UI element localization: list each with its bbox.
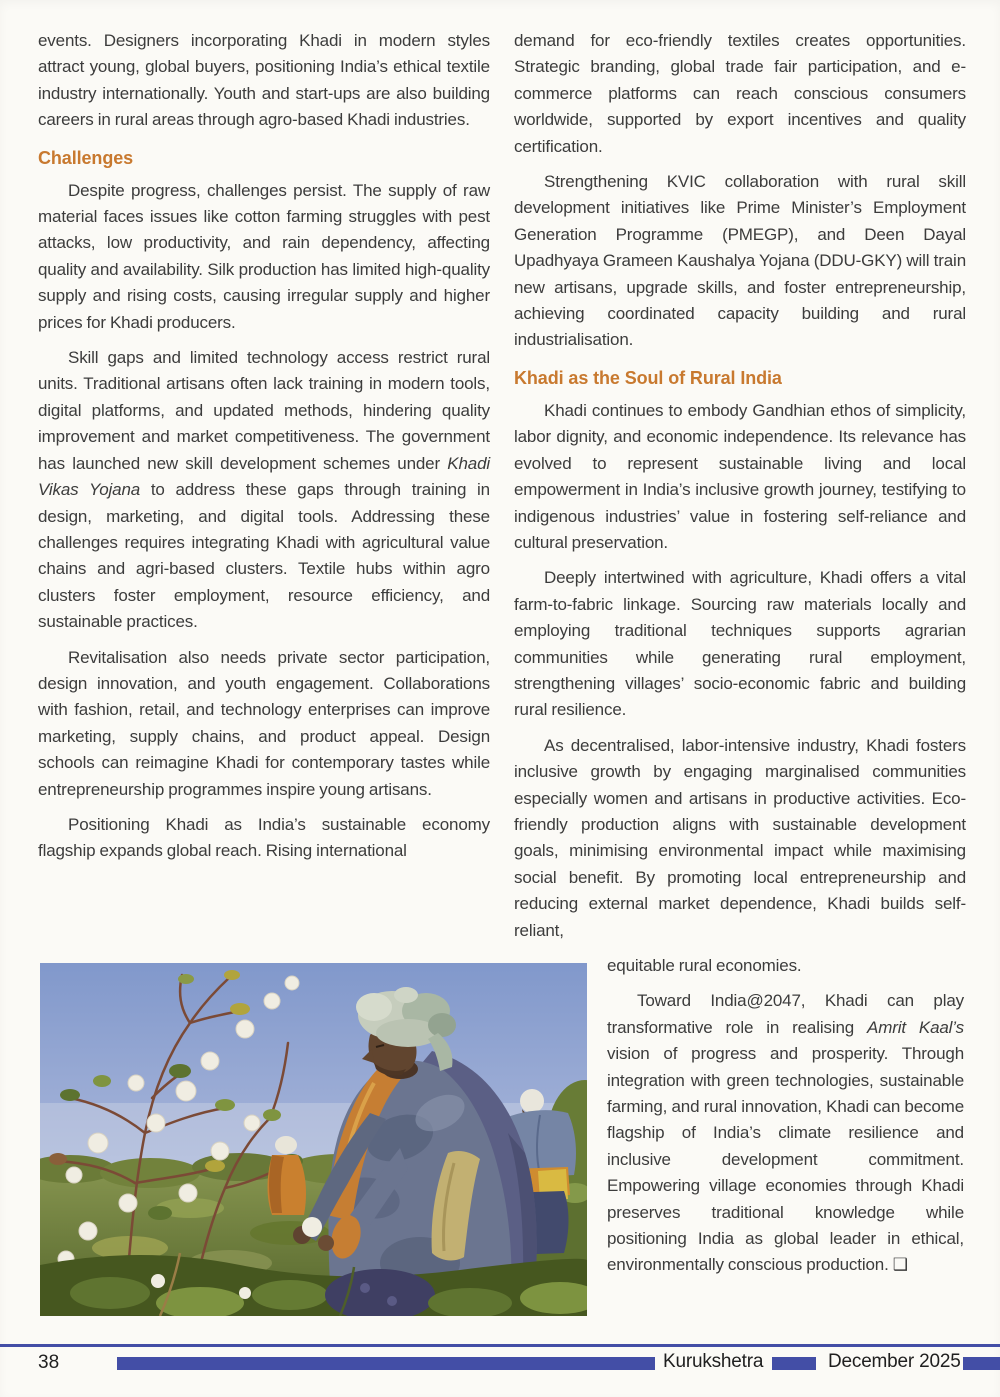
page-number: 38 [38, 1352, 60, 1373]
magazine-title: Kurukshetra [663, 1351, 764, 1372]
paragraph-skill-gaps: Skill gaps and limited technology access restrict rural units. Traditional artisans often lack training in modern tools, digital platforms, and updated methods, hindering quality improvement and market competitiveness. The government has launched new skill development schemes under Khadi Vikas Yojana to address these gaps through training in design, marketing, and digital tools. Addressing these challenges requires integrating Khadi with agricultural value chains and agri-based clusters. Textile hubs within agro clusters foster employment, resource efficiency, and sustainable practices. [38, 348, 490, 632]
cotton-field-photo [40, 963, 587, 1316]
paragraph-positioning: Positioning Khadi as India’s sustainable economy flagship expands global reach. Rising international [38, 814, 490, 861]
footer-rule [0, 1344, 1000, 1347]
paragraph-india-2047: Toward India@2047, Khadi can play transformative role in realising Amrit Kaal’s vision of progress and prosperity. Through integration with green technologies, sustainable farming, and rural innovation, Khadi can become flagship of India’s climate resilience and inclusive development commitment. Empowering village economies through Khadi preserves traditional knowledge while positioning India as global leader in ethical, environmentally conscious production. ❑ [607, 991, 964, 1275]
paragraph-decentralised-tail: equitable rural economies. [607, 956, 802, 975]
footer [0, 1350, 1000, 1380]
paragraph-demand: demand for eco-friendly textiles creates opportunities. Strategic branding, global trade fair participation, and e-commerce platforms can reach conscious consumers worldwide, supported by export incentives and quality certification. [514, 31, 966, 156]
paragraph-raw-material: Despite progress, challenges persist. The supply of raw material faces issues like cotton farming struggles with pest attacks, low productivity, and rain dependency, affecting quality and availability. Silk production has limited high-quality supply and rising costs, causing irregular supply and higher prices for Khadi producers. [38, 180, 490, 332]
paragraph-designers: events. Designers incorporating Khadi in modern styles attract young, global buyers, positioning India’s ethical textile industry internationally. Youth and start-ups are also building careers in rural areas through agro-based Khadi industries. [38, 31, 490, 130]
paragraph-gandhian-ethos: Khadi continues to embody Gandhian ethos of simplicity, labor dignity, and economic independence. Its relevance has evolved to represent sustainable living and local empowerment in India’s inclusive growth journey, testifying to indigenous industries’ value in fostering self-reliance and cultural preservation. [514, 400, 966, 552]
paragraph-revitalisation: Revitalisation also needs private sector participation, design innovation, and youth engagement. Collaborations with fashion, retail, and technology enterprises can improve marketing, supply chains, and product appeal. Design schools can reimagine Khadi for contemporary tastes while entrepreneurship programmes inspire young artisans. [38, 647, 490, 799]
footer-bar-middle [772, 1357, 816, 1370]
footer-bar-left [117, 1357, 655, 1370]
paragraph-farm-to-fabric: Deeply intertwined with agriculture, Khadi offers a vital farm-to-fabric linkage. Sourcing raw materials locally and employing traditional techniques supports agrarian communities while generating rural employment, strengthening villages’ socio-economic fabric and building rural resilience. [514, 568, 966, 720]
section-heading-challenges: Challenges [38, 147, 134, 168]
paragraph-decentralised: As decentralised, labor-intensive industry, Khadi fosters inclusive growth by engaging marginalised communities especially women and artisans in productive activities. Eco-friendly production aligns with sustainable development goals, minimising environmental impact while maximising social benefit. By promoting local entrepreneurship and reducing external market dependence, Khadi builds self-reliant, [514, 735, 966, 940]
footer-bar-right [963, 1357, 1000, 1370]
left-column [38, 28, 490, 874]
issue-date: December 2025 [828, 1351, 961, 1372]
section-heading-soul-of-rural-india: Khadi as the Soul of Rural India [514, 367, 782, 388]
paragraph-kvic: Strengthening KVIC collaboration with rural skill development initiatives like Prime Minister’s Employment Generation Programme (PMEGP), and Deen Dayal Upadhyaya Grameen Kaushalya Yojana (DDU-GKY) will train new artisans, upgrade skills, and foster entrepreneurship, achieving coordinated capacity building and rural industrialisation. [514, 172, 966, 350]
